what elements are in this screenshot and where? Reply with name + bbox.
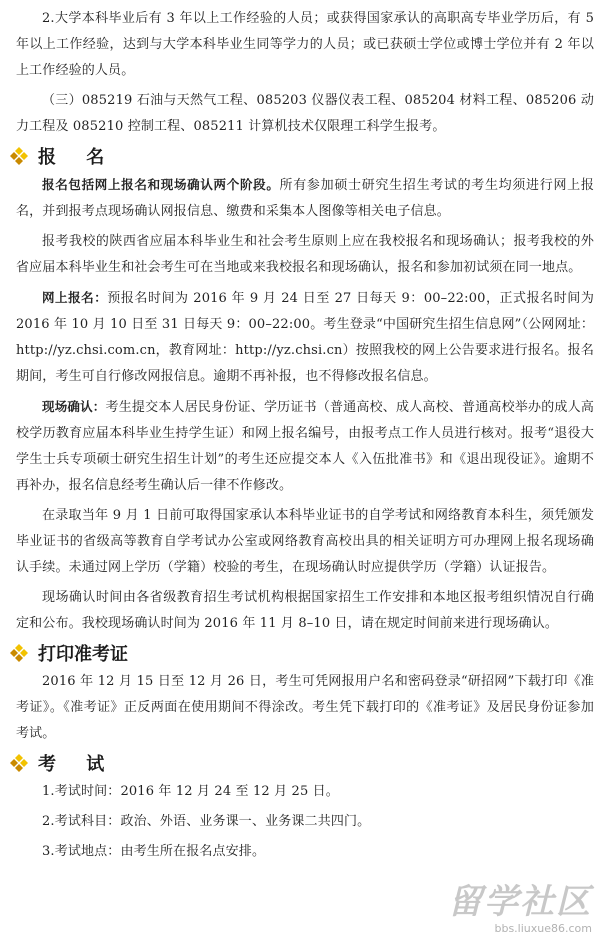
site-watermark xyxy=(442,882,592,942)
register-paragraph-1: 报名包括网上报名和现场确认两个阶段。所有参加硕士研究生招生考试的考生均须进行网上报名，并到报考点现场确认网报信息、缴费和采集本人图像等相关电子信息。 xyxy=(16,177,594,219)
section-heading-register xyxy=(0,140,600,172)
restriction-paragraph: （三）085219 石油与天然气工程、085203 仪器仪表工程、085204 材料工程、085206 动力工程及 085210 控制工程、085211 计算机技术仅限理工科学生报考。 xyxy=(16,93,594,134)
section-heading-admission-ticket xyxy=(0,637,600,669)
section-title: 报 名 xyxy=(38,147,117,168)
onsite-confirmation-label: 现场确认： xyxy=(42,399,106,414)
exam-time-item: 1.考试时间：2016 年 12 月 24 至 12 月 25 日。 xyxy=(42,784,339,799)
diamond-bullet-icon xyxy=(10,644,28,662)
register-stages-lead: 报名包括网上报名和现场确认两个阶段。 xyxy=(42,177,280,192)
diamond-bullet-icon xyxy=(10,147,28,165)
section-heading-exam xyxy=(0,747,600,779)
section-title: 考 试 xyxy=(38,754,117,775)
exam-subjects-item: 2.考试科目：政治、外语、业务课一、业务课二共四门。 xyxy=(42,814,371,829)
diamond-bullet-icon xyxy=(10,754,28,772)
online-registration-label: 网上报名： xyxy=(42,290,108,305)
onsite-confirmation-paragraph: 现场确认：考生提交本人居民身份证、学历证书（普通高校、成人高校、普通高校举办的成人高校学历教育应届本科毕业生持学生证）和网上报名编号，由报考点工作人员进行核对。报考“退役大学生士兵专项硕士研究生招生计划”的考生还应提交本人《入伍批准书》和《退出现役证》。逾期不再补办，报名信息经考生确认后一律不作修改。 xyxy=(16,399,594,493)
watermark-url: bbs.liuxue86.com xyxy=(494,922,592,935)
self-study-paragraph: 在录取当年 9 月 1 日前可取得国家承认本科毕业证书的自学考试和网络教育本科生，须凭颁发毕业证书的省级高等教育自学考试办公室或网络教育高校出具的相关证明方可办理网上报名现场确认手续。未通过网上学历（学籍）校验的考生，在现场确认时应提供学历（学籍）认证报告。 xyxy=(16,508,594,575)
register-paragraph-2: 报考我校的陕西省应届本科毕业生和社会考生原则上应在我校报名和现场确认；报考我校的外省应届本科毕业生和社会考生可在当地或来我校报名和现场确认，报名和参加初试须在同一地点。 xyxy=(16,234,594,275)
eligibility-item-2: 2.大学本科毕业后有 3 年以上工作经验的人员；或获得国家承认的高职高专毕业学历后，有 5 年以上工作经验，达到与大学本科毕业生同等学力的人员；或已获硕士学位或博士学位并有 2 年以上工作经验的人员。 xyxy=(16,11,594,78)
exam-location-item: 3.考试地点：由考生所在报名点安排。 xyxy=(42,844,266,859)
watermark-logo-text: 留学社区 xyxy=(448,882,592,922)
section-title: 打印准考证 xyxy=(38,644,128,665)
online-registration-paragraph: 网上报名：预报名时间为 2016 年 9 月 24 日至 27 日每天 9：00–22:00，正式报名时间为 2016 年 10 月 10 日至 31 日每天 9：00–22:00。考生登录“中国研究生招生信息网”（公网网址：http://yz.chsi.com.cn，教育网址：http://yz.chsi.cn）按照我校的网上公告要求进行报名。报名期间，考生可自行修改网报信息。逾期不再补报，也不得修改报名信息。 xyxy=(16,290,594,384)
confirmation-time-paragraph: 现场确认时间由各省级教育招生考试机构根据国家招生工作安排和本地区报考组织情况自行确定和公布。我校现场确认时间为 2016 年 11 月 8–10 日，请在规定时间前来进行现场确认。 xyxy=(16,590,594,631)
admission-ticket-paragraph: 2016 年 12 月 15 日至 12 月 26 日，考生可凭网报用户名和密码登录“研招网”下载打印《准考证》。《准考证》正反两面在使用期间不得涂改。考生凭下载打印的《准考证》及居民身份证参加考试。 xyxy=(16,674,594,741)
